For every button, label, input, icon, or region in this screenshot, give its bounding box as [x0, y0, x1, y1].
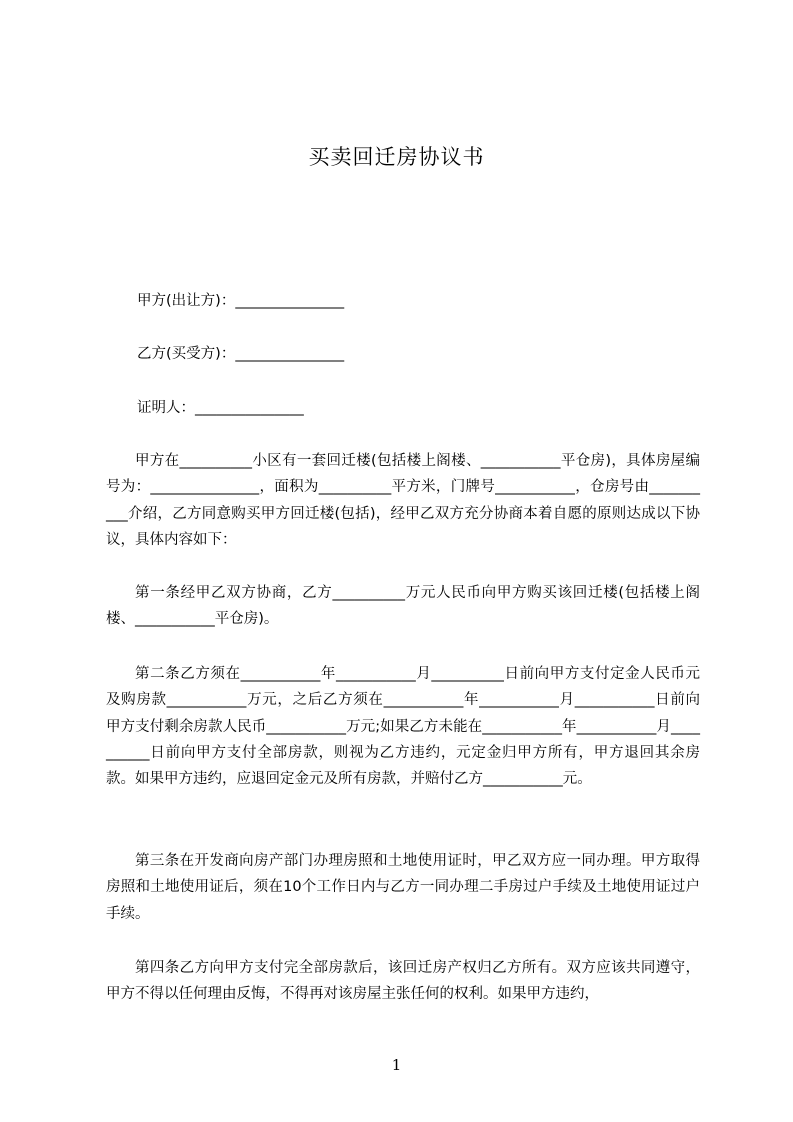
- party-b-field: 乙方(买受方)：_______________: [137, 346, 345, 362]
- article-2-paragraph: 第二条乙方须在___________年___________月__________日前向甲方支付定金人民币元及购房款___________万元，之后乙方须在___________年___________月___________日前向甲方支付剩余房款人民币___________万元;如果乙方未能在___________年___________月__________日前向甲方支付全部房款，则视为乙方违约，元定金归甲方所有，甲方退回其余房款。如果甲方违约，应退回定金元及所有房款，并赔付乙方___________元。: [106, 666, 700, 788]
- article-4-paragraph: 第四条乙方向甲方支付完全部房款后，该回迁房产权归乙方所有。双方应该共同遵守，甲方不得以任何理由反悔，不得再对该房屋主张任何的权利。如果甲方违约，: [106, 960, 700, 1003]
- document-title: 买卖回迁房协议书: [308, 145, 485, 169]
- article-1-paragraph: 第一条经甲乙双方协商，乙方__________万元人民币向甲方购买该回迁楼(包括楼上阁楼、___________平仓房)。: [106, 585, 700, 628]
- witness-field: 证明人：_______________: [137, 400, 304, 416]
- page-number: 1: [391, 1056, 402, 1074]
- article-3-paragraph: 第三条在开发商向房产部门办理房照和土地使用证时，甲乙双方应一同办理。甲方取得房照和土地使用证后，须在10个工作日内与乙方一同办理二手房过户手续及土地使用证过户手续。: [106, 853, 700, 922]
- party-a-field: 甲方(出让方)：_______________: [137, 293, 345, 309]
- intro-paragraph: 甲方在__________小区有一套回迁楼(包括楼上阁楼、___________平仓房)，具体房屋编号为：_______________，面积为__________平方米，门牌号___________，仓房号由__________介绍，乙方同意购买甲方回迁楼(包括)，经甲乙双方充分协商本着自愿的原则达成以下协议，具体内容如下：: [106, 453, 700, 548]
